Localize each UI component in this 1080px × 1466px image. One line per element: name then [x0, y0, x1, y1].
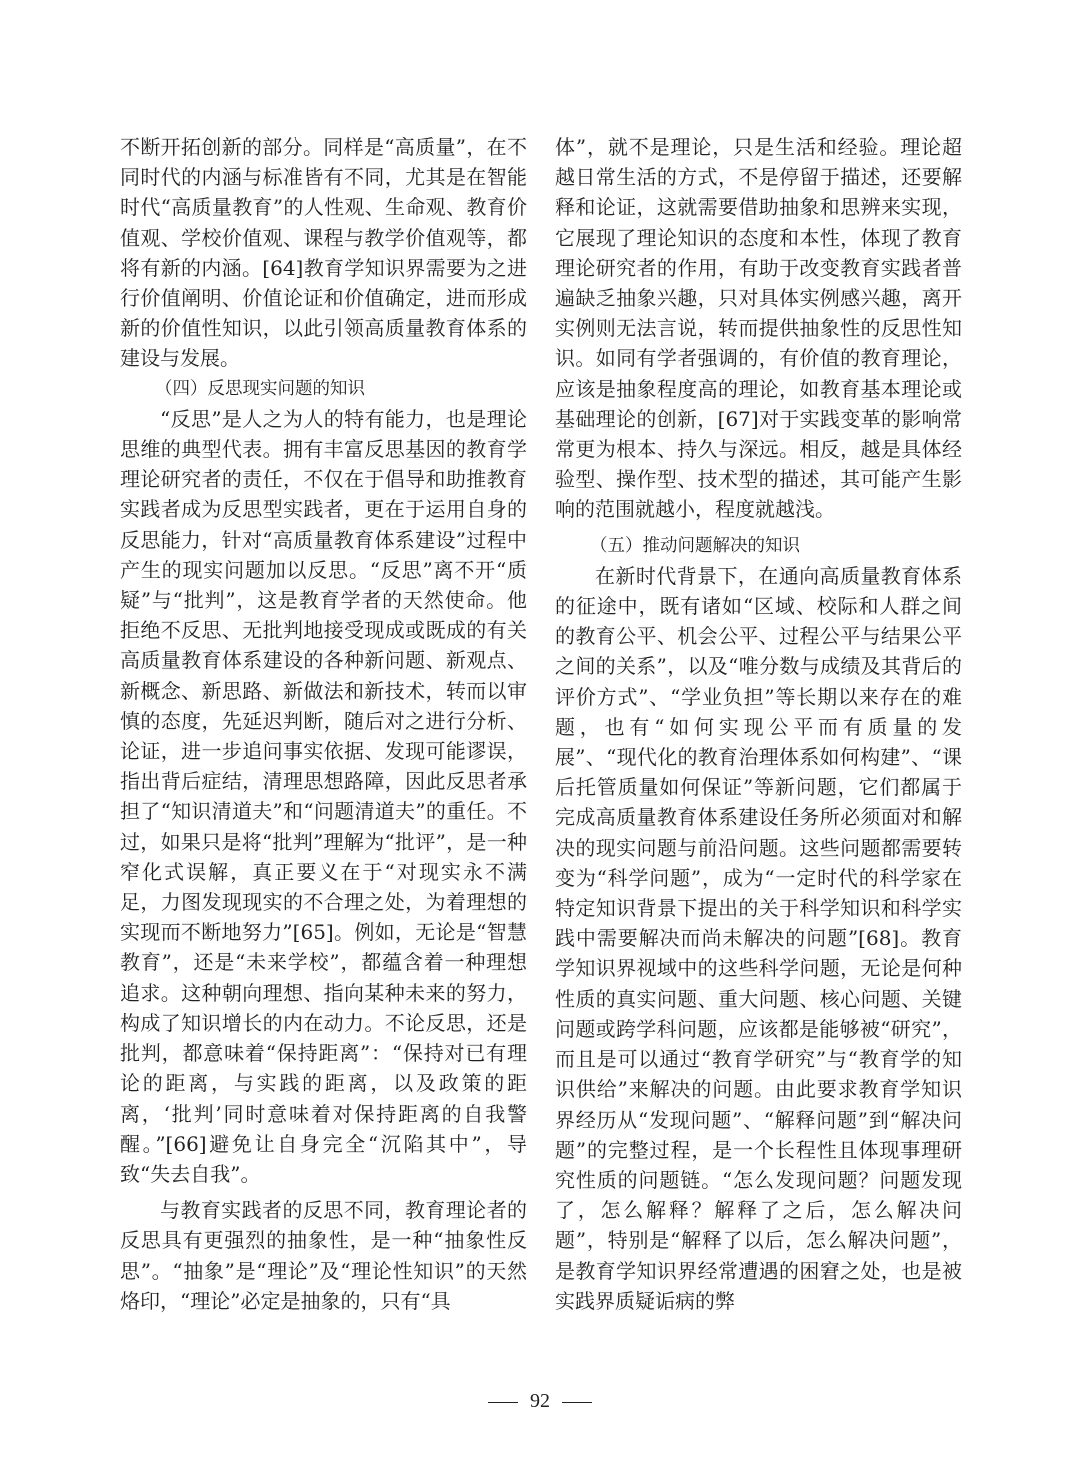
paragraph: 在新时代背景下，在通向高质量教育体系的征途中，既有诸如“区域、校际和人群之间的教育公平、机会公平、过程公平与结果公平之间的关系”，以及“唯分数与成绩及其背后的评价方式”、“学业负担”等长期以来存在的难题，也有“如何实现公平而有质量的发展”、“现代化的教育治理体系如何构建”、“课后托管质量如何保证”等新问题，它们都属于完成高质量教育体系建设任务所必须面对和解决的现实问题与前沿问题。这些问题都需要转变为“科学问题”，成为“一定时代的科学家在特定知识背景下提出的关于科学知识和科学实践中需要解决而尚未解决的问题”[68]。教育学知识界视域中的这些科学问题，无论是何种性质的真实问题、重大问题、核心问题、关键问题或跨学科问题，应该都是能够被“研究”，而且是可以通过“教育学研究”与“教育学的知识供给”来解决的问题。由此要求教育学知识界经历从“发现问题”、“解释问题”到“解决问题”的完整过程，是一个长程性且体现事理研究性质的问题链。“怎么发现问题？问题发现了，怎么解释？解释了之后，怎么解决问题”，特别是“解释了以后，怎么解决问题”，是教育学知识界经常遭遇的困窘之处，也是被实践界质疑诟病的弊: [555, 563, 962, 1313]
section-heading-5: （五）推动问题解决的知识: [590, 535, 800, 556]
right-dash: [562, 1402, 592, 1404]
right-column: [555, 132, 962, 1316]
paragraph-continued: 不断开拓创新的部分。同样是“高质量”，在不同时代的内涵与标准皆有不同，尤其是在智能时代“高质量教育”的人性观、生命观、教育价值观、学校价值观、课程与教学价值观等，都将有新的内涵。[64]教育学知识界需要为之进行价值阐明、价值论证和价值确定，进而形成新的价值性知识，以此引领高质量教育体系的建设与发展。: [120, 135, 527, 371]
paragraph-continued: 体”，就不是理论，只是生活和经验。理论超越日常生活的方式，不是停留于描述，还要解释和论证，这就需要借助抽象和思辨来实现，它展现了理论知识的态度和本性，体现了教育理论研究者的作用，有助于改变教育实践者普遍缺乏抽象兴趣，只对具体实例感兴趣，离开实例则无法言说，转而提供抽象性的反思性知识。如同有学者强调的，有价值的教育理论，应该是抽象程度高的理论，如教育基本理论或基础理论的创新，[67]对于实践变革的影响常常更为根本、持久与深远。相反，越是具体经验型、操作型、技术型的描述，其可能产生影响的范围就越小，程度就越浅。: [555, 135, 962, 522]
paragraph: “反思”是人之为人的特有能力，也是理论思维的典型代表。拥有丰富反思基因的教育学理论研究者的责任，不仅在于倡导和助推教育实践者成为反思型实践者，更在于运用自身的反思能力，针对“高质量教育体系建设”过程中产生的现实问题加以反思。“反思”离不开“质疑”与“批判”，这是教育学者的天然使命。他拒绝不反思、无批判地接受现成或既成的有关高质量教育体系建设的各种新问题、新观点、新概念、新思路、新做法和新技术，转而以审慎的态度，先延迟判断，随后对之进行分析、论证，进一步追问事实依据、发现可能谬误，指出背后症结，清理思想路障，因此反思者承担了“知识清道夫”和“问题清道夫”的重任。不过，如果只是将“批判”理解为“批评”，是一种窄化式误解，真正要义在于“对现实永不满足，力图发现现实的不合理之处，为着理想的实现而不断地努力”[65]。例如，无论是“智慧教育”，还是“未来学校”，都蕴含着一种理想追求。这种朝向理想、指向某种未来的努力，构成了知识增长的内在动力。不论反思，还是批判，都意味着“保持距离”：“保持对已有理论的距离，与实践的距离，以及政策的距离，‘批判’同时意味着对保持距离的自我警醒。”[66]避免让自身完全“沉陷其中”，导致“失去自我”。: [120, 406, 527, 1186]
left-dash: [488, 1402, 518, 1404]
page-number: 92: [530, 1390, 550, 1412]
page-number-footer: [0, 1390, 1080, 1413]
paragraph: 与教育实践者的反思不同，教育理论者的反思具有更强烈的抽象性，是一种“抽象性反思”。“抽象”是“理论”及“理论性知识”的天然烙印，“理论”必定是抽象的，只有“具: [120, 1198, 527, 1313]
section-heading-4: （四）反思现实问题的知识: [155, 378, 365, 399]
left-column: [120, 132, 527, 1316]
